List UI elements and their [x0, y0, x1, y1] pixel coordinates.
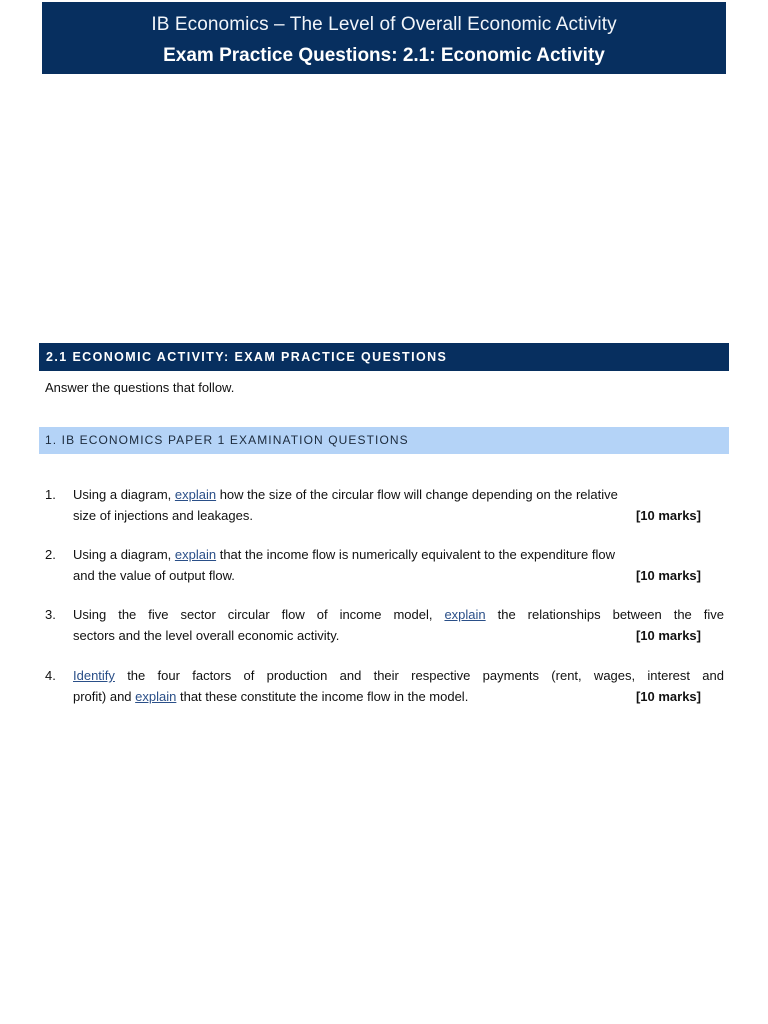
question-body [73, 485, 724, 526]
question-text: and the value of output flow. [73, 567, 235, 583]
question-line [73, 545, 724, 566]
question-line [73, 666, 724, 687]
command-word-link[interactable]: explain [135, 688, 177, 704]
question-number: 1. [45, 487, 56, 502]
question-line [73, 566, 724, 587]
question-text: the four factors of production and their respective payments (rent, wages, interest and [114, 668, 724, 683]
question-number: 2. [45, 547, 56, 562]
question-line [73, 626, 724, 647]
question-line [73, 605, 724, 626]
command-word-link[interactable]: explain [444, 607, 486, 622]
question-text: sectors and the level overall economic activity. [73, 627, 340, 643]
question-body [73, 545, 724, 586]
marks-label: [10 marks] [635, 627, 701, 643]
document-subtitle: Exam Practice Questions: 2.1: Economic Activity [163, 45, 605, 66]
command-word-link[interactable]: explain [174, 487, 217, 502]
marks-label: [10 marks] [635, 688, 701, 704]
marks-label: [10 marks] [635, 567, 701, 583]
question-text: the relationships between the five [485, 607, 724, 622]
question-line [73, 485, 724, 506]
command-word-link[interactable]: Identify [73, 668, 115, 683]
marks-label: [10 marks] [635, 507, 701, 523]
question-text: Using a diagram, [73, 487, 175, 502]
question-line [73, 687, 724, 708]
question-line [73, 506, 724, 527]
section-heading: 2.1 ECONOMIC ACTIVITY: EXAM PRACTICE QUESTIONS [39, 343, 729, 371]
question-text: how the size of the circular flow will change depending on the relative [216, 487, 618, 502]
document-title: IB Economics – The Level of Overall Economic Activity [151, 14, 617, 35]
instructions-text: Answer the questions that follow. [45, 380, 235, 395]
command-word-link[interactable]: explain [174, 547, 217, 562]
question-text: Using a diagram, [73, 547, 175, 562]
question-body [73, 666, 724, 707]
subsection-heading: 1. IB ECONOMICS PAPER 1 EXAMINATION QUESTIONS [39, 427, 729, 454]
question-text: Using the five sector circular flow of income model, [73, 607, 445, 622]
question-number: 4. [45, 668, 56, 683]
question-text: that the income flow is numerically equivalent to the expenditure flow [216, 547, 615, 562]
question-text: that these constitute the income flow in the model. [176, 688, 469, 704]
header-banner [42, 2, 726, 74]
question-body [73, 605, 724, 646]
question-text: size of injections and leakages. [73, 507, 253, 523]
question-text: profit) and [73, 688, 136, 704]
question-number: 3. [45, 607, 56, 622]
